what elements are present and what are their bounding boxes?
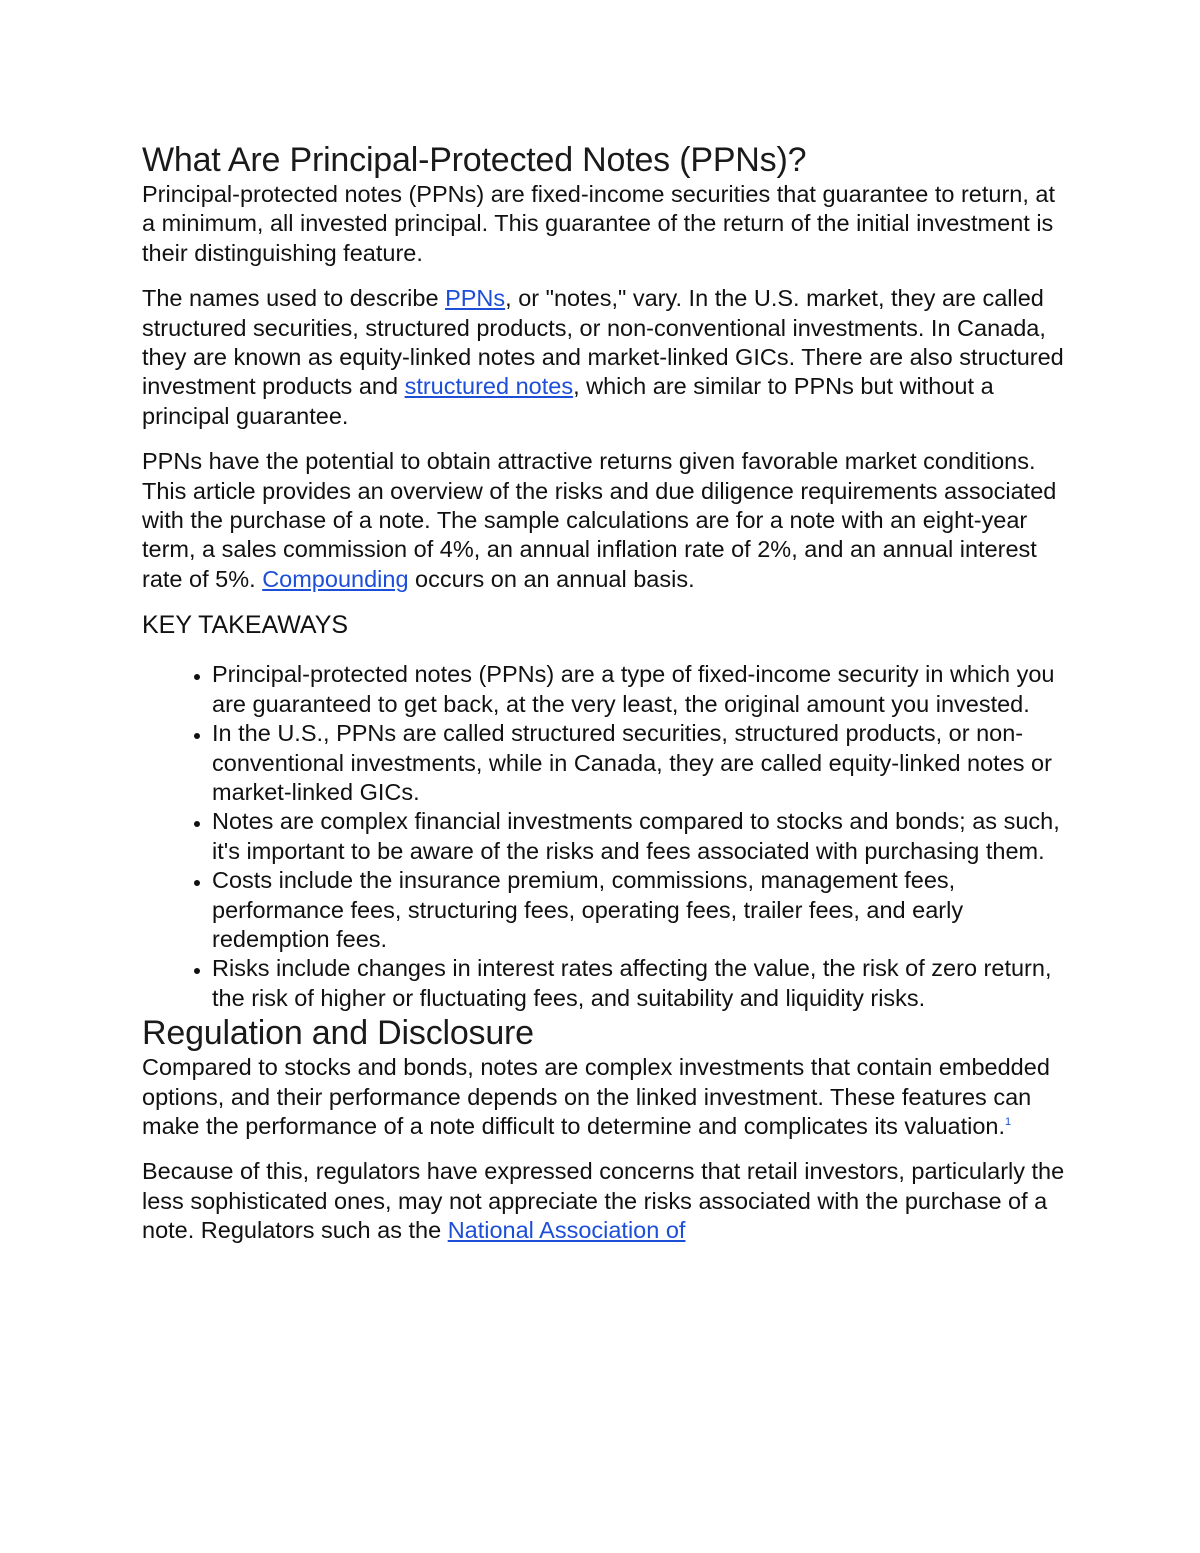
list-item: • In the U.S., PPNs are called structured securities, structured products, or non-conventional investments, while in Canada, they are called equity-linked notes or market-linked GICs. <box>212 719 1072 807</box>
footnote-marker[interactable]: 1 <box>1005 1116 1012 1129</box>
list-item: • Costs include the insurance premium, commissions, management fees, performance fees, structuring fees, operating fees, trailer fees, and early redemption fees. <box>212 866 1072 954</box>
nasd-link[interactable]: National Association of <box>447 1217 686 1244</box>
compounding-link[interactable]: Compounding <box>262 565 409 592</box>
key-takeaways-heading: KEY TAKEAWAYS <box>142 611 349 640</box>
structured-notes-link[interactable]: structured notes <box>404 373 574 400</box>
intro-paragraph-2-text-c: , which are similar to PPNs but without a principal guarantee. <box>142 373 994 429</box>
list-item: • Notes are complex financial investments compared to stocks and bonds; as such, it's important to be aware of the risks and fees associated with purchasing them. <box>212 807 1072 866</box>
article-body <box>142 140 1072 1262</box>
intro-paragraph-3-text-b: occurs on an annual basis. <box>408 565 695 592</box>
list-item: • Risks include changes in interest rates affecting the value, the risk of zero return, the risk of higher or fluctuating fees, and suitability and liquidity risks. <box>212 954 1072 1013</box>
regulation-paragraph-2 <box>142 1157 1072 1245</box>
intro-paragraph-3 <box>142 447 1072 594</box>
ppns-link[interactable]: PPNs <box>445 285 506 312</box>
intro-paragraph-1: Principal-protected notes (PPNs) are fixed-income securities that guarantee to return, at a minimum, all invested principal. This guarantee of the return of the initial investment is their distinguishing feature. <box>142 181 1056 266</box>
key-takeaways-list <box>142 660 1072 1013</box>
regulation-paragraph-1-text: Compared to stocks and bonds, notes are complex investments that contain embedded options, and their performance depends on the linked investment. These features can make the performance of a note difficult to determine and complicates its valuation. <box>142 1054 1050 1139</box>
section-heading-regulation: Regulation and Disclosure <box>142 1014 534 1053</box>
intro-paragraph-2-text-a: The names used to describe <box>142 285 446 312</box>
regulation-paragraph-2-text: Because of this, regulators have expressed concerns that retail investors, particularly the less sophisticated ones, may not appreciate the risks associated with the purchase of a note. Regulators such as the <box>142 1158 1065 1244</box>
list-item: • Principal-protected notes (PPNs) are a type of fixed-income security in which you are guaranteed to get back, at the very least, the original amount you invested. <box>212 660 1072 719</box>
intro-paragraph-2 <box>142 284 1072 431</box>
intro-paragraph-3-text-a: PPNs have the potential to obtain attractive returns given favorable market conditions. This article provides an overview of the risks and due diligence requirements associated with the purchase of a note. The sample calculations are for a note with an eight-year term, a sales commission of 4%, an annual inflation rate of 2%, and an annual interest rate of 5%. <box>142 448 1057 592</box>
page-title: What Are Principal-Protected Notes (PPNs)? <box>142 141 807 179</box>
regulation-paragraph-1 <box>142 1053 1072 1141</box>
intro-paragraph-2-text-b: , or "notes," vary. In the U.S. market, they are called structured securities, structured products, or non-conventional investments. In Canada, they are known as equity-linked notes and market-linked GICs. There are also structured investment products and <box>142 285 1064 400</box>
